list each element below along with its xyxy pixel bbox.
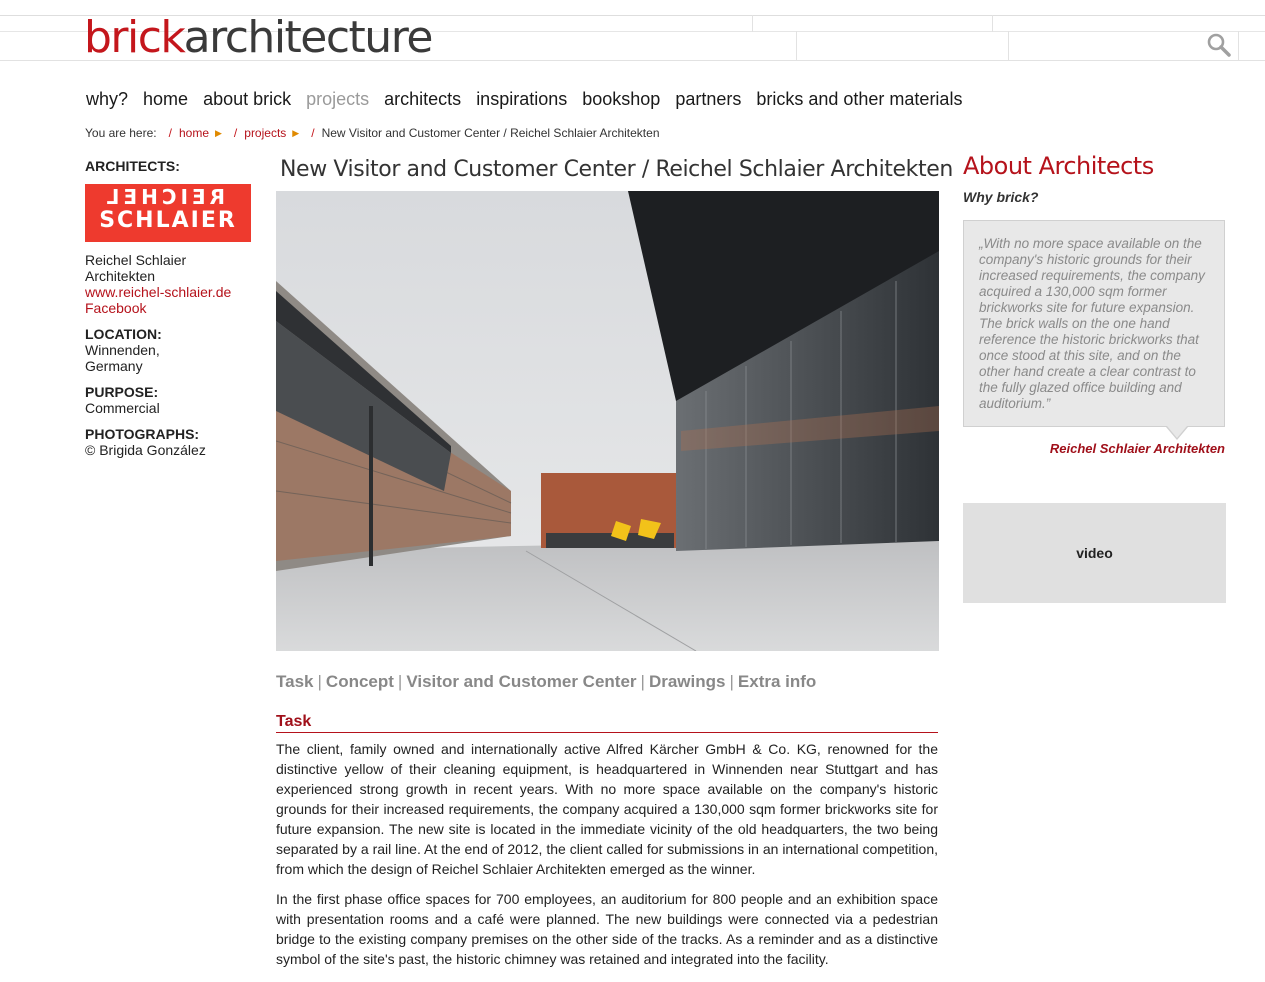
breadcrumb-arrow-icon: ▶ xyxy=(215,127,222,138)
header-divider xyxy=(796,31,797,60)
article-body xyxy=(276,739,938,979)
header-divider xyxy=(752,15,753,32)
logo-brick-text: brick xyxy=(84,12,184,63)
architect-quote: „With no more space available on the company's historic grounds for their increased requirements, the company acquired a 130,000 sqm former brickworks site for future expansion. The brick walls on the one hand reference the historic brickworks that once stood at this site, and on the other hand create a clear contrast to the fully glazed office building and auditorium.” xyxy=(963,220,1225,427)
nav-item-bricks-materials[interactable]: bricks and other materials xyxy=(756,89,963,109)
nav-item-bookshop[interactable]: bookshop xyxy=(582,89,661,109)
nav-item-home[interactable]: home xyxy=(143,89,189,109)
header-divider xyxy=(1008,31,1009,60)
nav-item-inspirations[interactable]: inspirations xyxy=(476,89,568,109)
breadcrumb-current: New Visitor and Customer Center / Reichel Schlaier Architekten xyxy=(321,126,660,140)
tab-divider: | xyxy=(397,672,403,691)
paragraph: In the first phase office spaces for 700 employees, an auditorium for 800 people and an exhibition space with presentation rooms and a café were planned. The new buildings were connected via a pedestrian bridge to the existing company premises on the other side of the tracks. As a reminder and as a distinctive symbol of the site's past, the historic chimney was retained and integrated into the facility. xyxy=(276,891,938,967)
section-heading: Task xyxy=(276,712,938,733)
tab-divider: | xyxy=(317,672,322,691)
breadcrumb-arrow-icon: ▶ xyxy=(292,127,300,138)
nav-item-architects[interactable]: architects xyxy=(384,89,462,109)
quote-tail xyxy=(1167,426,1187,438)
purpose-label: PURPOSE: xyxy=(85,384,159,400)
breadcrumb-home-link[interactable]: home xyxy=(178,126,209,140)
project-hero-image[interactable] xyxy=(276,191,939,651)
breadcrumb xyxy=(85,126,660,140)
about-architects-title: About Architects xyxy=(963,152,1154,180)
header-divider xyxy=(1238,31,1239,60)
tab-visitor-customer-center[interactable]: Visitor and Customer Center xyxy=(406,672,637,691)
paragraph: The client, family owned and internationally active Alfred Kärcher GmbH & Co. KG, renowned for the distinctive yellow of their cleaning equipment, is headquartered in Winnenden near Stuttgart and has experienced strong growth in recent years. With no more space available on the company's historic grounds for their increased requirements, the company acquired a 130,000 sqm former brickworks site for future expansion. The new site is located in the immediate vicinity of the old headquarters, the two being separated by a rail line. At the end of 2012, the client called for submissions in an international competition, from which the design of Reichel Schlaier Architekten emerged as the winner. xyxy=(276,741,938,877)
nav-item-partners[interactable]: partners xyxy=(675,89,742,109)
nav-item-about-brick[interactable]: about brick xyxy=(203,89,292,109)
logo-architecture-text: architecture xyxy=(183,12,432,63)
photographs-value: © Brigida González xyxy=(85,442,206,458)
purpose-value: Commercial xyxy=(85,400,160,416)
architects-label: ARCHITECTS: xyxy=(85,158,180,174)
breadcrumb-separator: / xyxy=(233,126,238,140)
page-title: New Visitor and Customer Center / Reichel Schlaier Architekten xyxy=(280,157,953,182)
site-logo[interactable] xyxy=(84,10,432,66)
location-value: Winnenden, Germany xyxy=(85,342,160,374)
quote-author-link[interactable]: Reichel Schlaier Architekten xyxy=(1049,441,1225,456)
architect-facebook-link[interactable]: Facebook xyxy=(85,300,147,316)
breadcrumb-projects-link[interactable]: projects xyxy=(244,126,287,140)
tab-drawings[interactable]: Drawings xyxy=(648,672,726,691)
architect-website-link[interactable]: www.reichel-schlaier.de xyxy=(85,284,232,300)
tab-extra-info[interactable]: Extra info xyxy=(737,672,817,691)
video-label: video xyxy=(1076,545,1113,561)
tab-task[interactable]: Task xyxy=(276,672,314,691)
header-divider xyxy=(992,15,993,32)
architect-logo-line1: REICHEL xyxy=(102,185,225,209)
breadcrumb-separator: / xyxy=(168,126,172,140)
search-icon[interactable] xyxy=(1206,32,1232,58)
tab-concept[interactable]: Concept xyxy=(325,672,394,691)
architect-logo[interactable] xyxy=(85,184,251,242)
why-brick-heading: Why brick? xyxy=(963,189,1039,205)
nav-item-projects[interactable]: projects xyxy=(306,89,370,109)
architect-logo-line2: SCHLAIER xyxy=(99,208,237,233)
tab-divider: | xyxy=(640,672,645,691)
breadcrumb-prefix: You are here: xyxy=(85,126,157,140)
video-box[interactable] xyxy=(963,503,1226,603)
location-label: LOCATION: xyxy=(85,326,162,342)
nav-item-why[interactable]: why? xyxy=(86,89,129,109)
section-tabs xyxy=(276,672,816,692)
main-nav xyxy=(86,89,977,110)
breadcrumb-separator: / xyxy=(311,126,315,140)
tab-divider: | xyxy=(729,672,734,691)
photographs-label: PHOTOGRAPHS: xyxy=(85,426,200,442)
project-info-sidebar xyxy=(85,156,255,458)
architect-name: Reichel Schlaier Architekten xyxy=(85,252,187,284)
